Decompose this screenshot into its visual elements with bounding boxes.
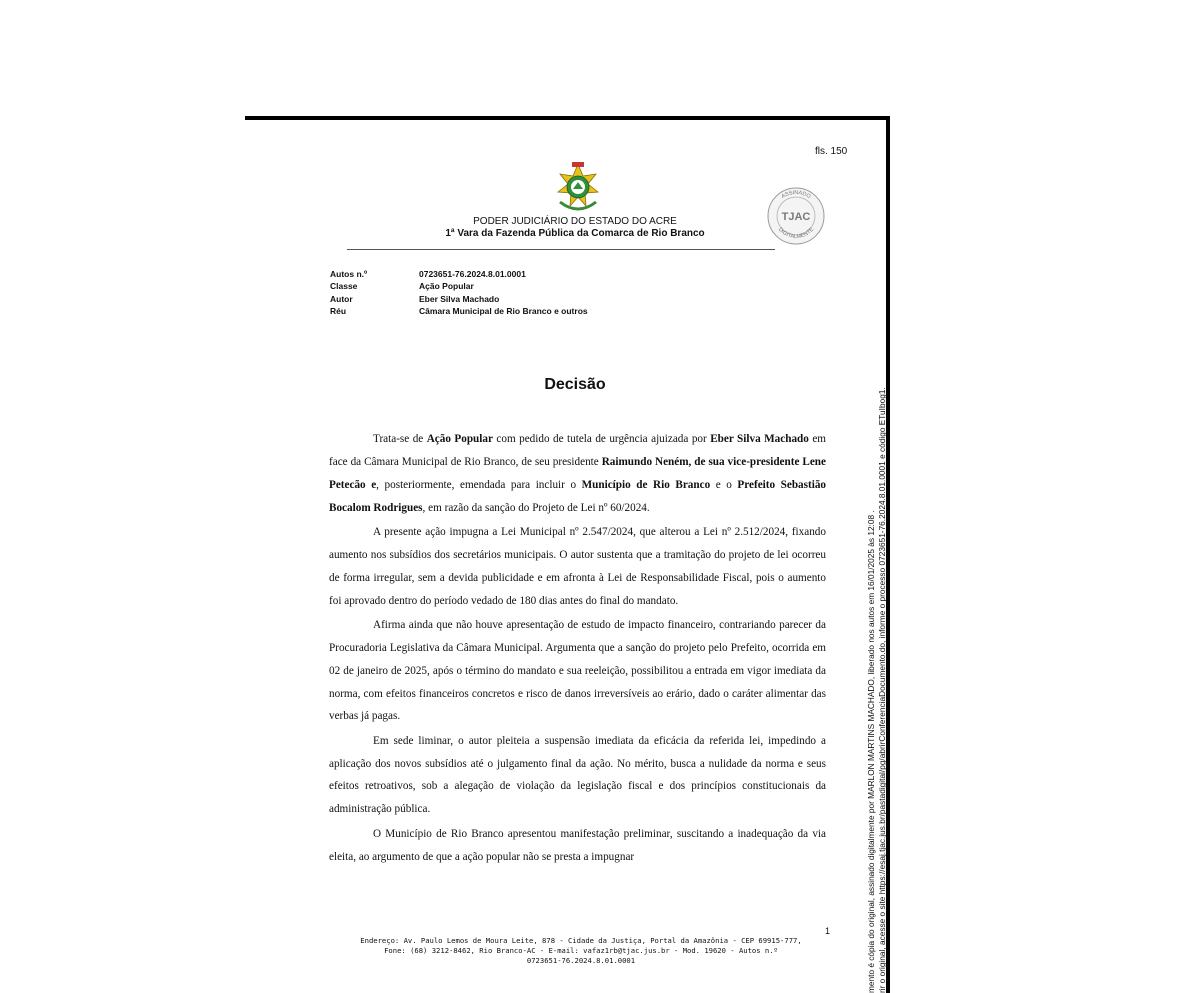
paragraph: Em sede liminar, o autor pleiteia a suspensão imediata da eficácia da referida lei, impedindo a aplicação dos novos subsídios até o julgamento final da ação. No mérito, busca a nulidade da norma e seus efeitos retroativos, sob a alegação de violação da legislação fiscal e dos princípios constitucionais da administração pública. [329,734,826,816]
case-info [330,268,588,317]
digital-signature-stamp [766,186,826,246]
digital-signature-margin-note: mento é cópia do original, assinado digitalmente por MARLON MARTINS MACHADO, liberado nos autos em 16/01/2025 às 12:08 . rir o original, acesse o site https://esaj.tjac.jus.br/pastadigital/pg/abrirConferenciaDocumento.do, informe o processo 0723651-76.2024.8.01.0001 e código ETuIbog1. [866,387,887,993]
decision-body [329,428,826,870]
header-divider [347,249,775,250]
paragraph: Afirma ainda que não houve apresentação de estudo de impacto financeiro, contrariando parecer da Procuradoria Legislativa da Câmara Municipal. Argumenta que a sanção do projeto pelo Prefeito, ocorrida em 02 de janeiro de 2025, após o término do mandato e sua reeleição, possibilitou a entrada em vigor imediata da norma, com efeitos financeiros concretos e risco de danos irreversíveis ao erário, dado o caráter alimentar das verbas já pagas. [329,618,826,723]
court-address-footer: Endereço: Av. Paulo Lemos de Moura Leite, 878 - Cidade da Justiça, Portal da Amazônia - CEP 69915-777, Fone: (68) 3212-8462, Rio Branco-AC - E-mail: vafaz1rb@tjac.jus.br - Mod. 19620 - Autos n.º 0723651-76.2024.8.01.0001 [360,936,802,965]
paragraph: O Município de Rio Branco apresentou manifestação preliminar, suscitando a inadequação da via eleita, ao argumento de que a ação popular não se presta a impugnar [329,827,826,863]
court-division: 1ª Vara da Fazenda Pública da Comarca de Rio Branco [445,228,705,239]
case-info-row: Classe Ação Popular [330,281,474,292]
document-title: Decisão [544,376,606,393]
state-coat-of-arms [550,160,606,218]
folio-number: fls. 150 [815,146,848,157]
paragraph: Trata-se de Ação Popular com pedido de tutela de urgência ajuizada por Eber Silva Machado em face da Câmara Municipal de Rio Branco, de seu presidente Raimundo Neném, de sua vice-presidente Lene Petecão e, posteriormente, emendada para incluir o Município de Rio Branco e o Prefeito Sebastião Bocalom Rodrigues, em razão da sanção do Projeto de Lei nº 60/2024. [329,433,827,514]
case-info-row: Autor Eber Silva Machado [330,293,500,304]
case-info-row: Autos n.º 0723651-76.2024.8.01.0001 [330,269,526,279]
stamp-center-text: TJAC [781,211,811,223]
paragraph: A presente ação impugna a Lei Municipal nº 2.547/2024, que alterou a Lei nº 2.512/2024, fixando aumento nos subsídios dos secretários municipais. O autor sustenta que a tramitação do projeto de lei ocorreu de forma irregular, sem a devida publicidade e em afronta à Lei de Responsabilidade Fiscal, pois o aumento foi aprovado dentro do período vedado de 180 dias antes do final do mandato. [329,525,826,607]
stamp-top-text: ASSINADO [780,189,812,201]
court-name: PODER JUDICIÁRIO DO ESTADO DO ACRE [473,216,677,227]
stamp-bottom-text: DIGITALMENTE [776,226,816,241]
document-page [245,116,890,993]
case-info-row: Réu Câmara Municipal de Rio Branco e outros [330,305,588,316]
page-number: 1 [825,926,831,936]
